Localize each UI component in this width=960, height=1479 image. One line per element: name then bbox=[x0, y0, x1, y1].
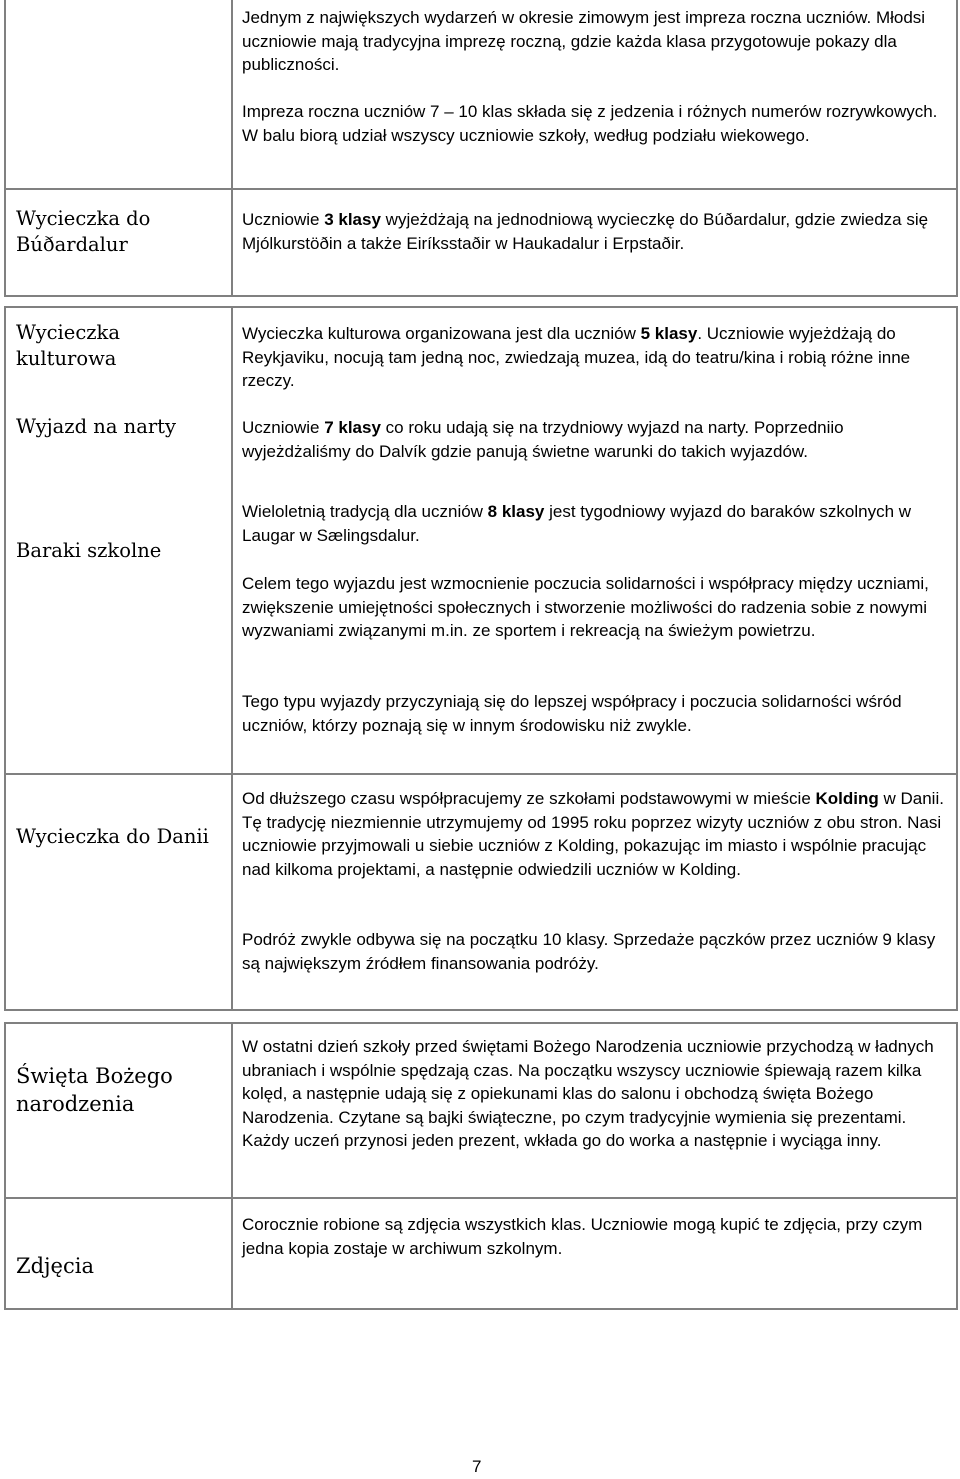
row-label-kulturowa: Wycieczka kulturowa bbox=[16, 321, 120, 370]
budardalur-text-a: Uczniowie bbox=[242, 210, 325, 229]
row-label-zdjecia: Zdjęcia bbox=[16, 1254, 94, 1278]
narty-class: 7 klasy bbox=[324, 418, 381, 437]
baraki-paragraph-2: Celem tego wyjazdu jest wzmocnienie poczucia solidarności i współpracy między uczniami, zwiększenie umiejętności społecznych i stworzenie możliwości do radzenia sobie z nowymi wyzwaniami związanymi m.in. ze sportem i rekreacją na świeżym powietrzu. bbox=[242, 574, 929, 641]
budardalur-text bbox=[242, 208, 954, 255]
page-number: 7 bbox=[472, 1457, 482, 1476]
kulturowa-class: 5 klasy bbox=[640, 324, 698, 343]
row-label-baraki: Baraki szkolne bbox=[16, 539, 162, 562]
column-divider bbox=[231, 1024, 233, 1308]
row-label-swieta: Święta Bożego narodzenia bbox=[16, 1064, 173, 1116]
annual-party-paragraph-2: Impreza roczna uczniów 7 – 10 klas składa się z jedzenia i różnych numerów rozrywkowych. W balu biorą udział wszyscy uczniowie szkoły, według podziału wiekowego. bbox=[242, 102, 938, 145]
zdjecia-text: Corocznie robione są zdjęcia wszystkich klas. Uczniowie mogą kupić te zdjęcia, przy czym jedna kopia zostaje w archiwum szkolnym. bbox=[242, 1215, 923, 1258]
dania-text-a: Od dłuższego czasu współpracujemy ze szkołami podstawowymi w mieście bbox=[242, 789, 816, 808]
row-label-dania: Wycieczka do Danii bbox=[16, 825, 209, 848]
baraki-text bbox=[242, 500, 954, 547]
kulturowa-text-a: Wycieczka kulturowa organizowana jest dla uczniów bbox=[242, 324, 641, 343]
row-divider bbox=[6, 1197, 956, 1199]
column-divider bbox=[231, 0, 233, 295]
narty-text-c: co roku udają się na trzydniowy wyjazd na narty. Poprzedniio wyjeżdżaliśmy do Dalvík gdzie panują świetne warunki do takich wyjazdów. bbox=[242, 418, 844, 461]
table-events bbox=[4, 0, 958, 297]
annual-party-paragraph-1: Jednym z największych wydarzeń w okresie zimowym jest impreza roczna uczniów. Młodsi uczniowie mają tradycyjna imprezę roczną, gdzie każda klasa przygotowuje pokazy dla publiczności. bbox=[242, 8, 926, 75]
baraki-text-a: Wieloletnią tradycją dla uczniów bbox=[242, 502, 488, 521]
column-divider bbox=[231, 308, 233, 1009]
table-trips bbox=[4, 306, 958, 1011]
baraki-class: 8 klasy bbox=[487, 502, 545, 521]
row-divider bbox=[6, 188, 956, 190]
row-label-narty: Wyjazd na narty bbox=[16, 415, 176, 438]
dania-paragraph-2: Podróż zwykle odbywa się na początku 10 klasy. Sprzedaże pączków przez uczniów 9 klasy są największym źródłem finansowania podróży. bbox=[242, 930, 936, 973]
budardalur-class: 3 klasy bbox=[324, 210, 381, 229]
row-label-budardalur: Wycieczka do Búðardalur bbox=[16, 207, 151, 256]
baraki-paragraph-3: Tego typu wyjazdy przyczyniają się do lepszej współpracy i poczucia solidarności wśród uczniów, którzy poznają się w innym środowisku niż zwykle. bbox=[242, 692, 902, 735]
table-school-traditions bbox=[4, 1022, 958, 1310]
dania-city: Kolding bbox=[815, 789, 879, 808]
kulturowa-text-c: . Uczniowie wyjeżdżają do Reykjaviku, nocują tam jedną noc, zwiedzają muzea, idą do teatru/kina i robią różne inne rzeczy. bbox=[242, 324, 911, 391]
row-divider bbox=[6, 773, 956, 775]
baraki-text-c: jest tygodniowy wyjazd do baraków szkolnych w Laugar w Sælingsdalur. bbox=[242, 502, 912, 545]
kulturowa-text bbox=[242, 322, 954, 393]
narty-text-a: Uczniowie bbox=[242, 418, 325, 437]
dania-text bbox=[242, 787, 954, 881]
dania-text-c: w Danii. Tę tradycję niezmiennie utrzymujemy od 1995 roku poprzez wizyty uczniów z obu stron. Nasi uczniowie przyjmowali u siebie uczniów z Kolding, pokazując im miasto i wspólnie pracując nad kilkoma projektami, a następnie odwiedzili uczniów w Kolding. bbox=[242, 789, 944, 879]
budardalur-text-c: wyjeżdżają na jednodniową wycieczkę do Búðardalur, gdzie zwiedza się Mjólkurstöðin a także Eiríksstaðir w Haukadalur i Erpstaðir. bbox=[242, 210, 929, 253]
swieta-text: W ostatni dzień szkoły przed świętami Bożego Narodzenia uczniowie przychodzą w ładnych ubraniach i wspólnie spędzają czas. Na początku wszyscy uczniowie śpiewają razem kilka kolęd, a następnie udają się z opiekunami klas do salonu i obchodzą święta Bożego Narodzenia. Czytane są bajki świąteczne, po czym tradycyjnie wymienia się prezentami. Każdy uczeń przynosi jeden prezent, wkłada go do worka a następnie i wyciąga inny. bbox=[242, 1037, 934, 1151]
narty-text bbox=[242, 416, 954, 463]
